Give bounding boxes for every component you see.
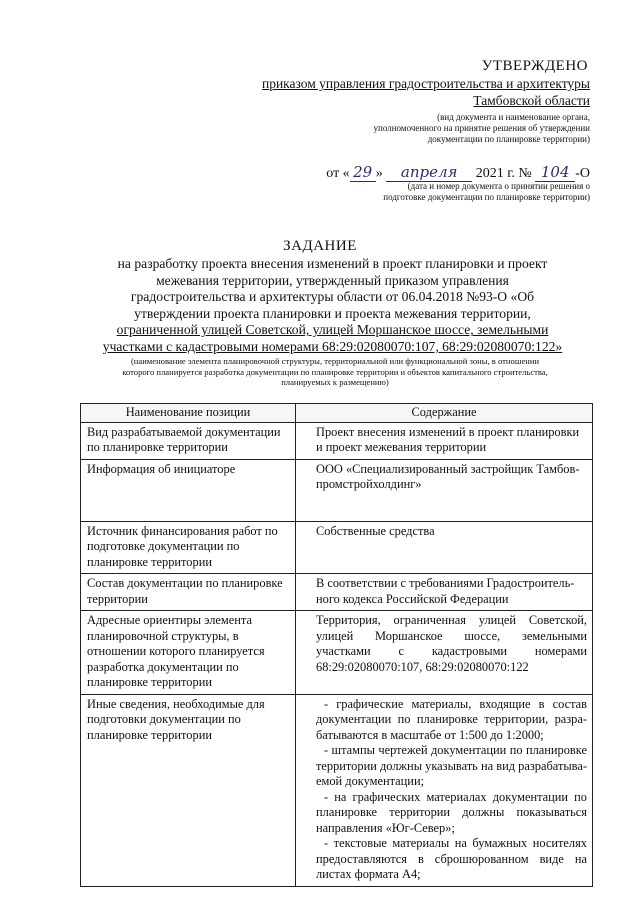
task-line: утверждении проекта планировки и проекта межевания территории, bbox=[134, 305, 531, 321]
header-content: Содержание bbox=[296, 404, 593, 423]
task-line: градостроительства и архитектуры области от 06.04.2018 №93-О «Об bbox=[130, 289, 535, 305]
list-item: - штампы чертежей документации по планировке территории должны указывать на вид разрабатыва-емой документации; bbox=[316, 743, 587, 788]
row-content-list bbox=[296, 694, 593, 886]
table-row bbox=[81, 574, 593, 611]
task-note-line: (наименование элемента планировочной структуры, территориальной или функциональной зоны, в отношении bbox=[130, 356, 540, 366]
task-note-line: планируемых к размещению) bbox=[281, 377, 389, 387]
date-month-handwritten: апреля bbox=[386, 163, 472, 182]
date-day-handwritten: 29 bbox=[350, 163, 376, 182]
row-name: Иные сведения, необходимые для подготовки документации по планировке территории bbox=[81, 694, 296, 886]
list-item: - на графических материалах документации по планировке территории должны показываться направления «Юг-Север»; bbox=[316, 789, 587, 835]
row-content: Собственные средства bbox=[296, 521, 593, 574]
date-note-line: подготовке документации по планировке территории) bbox=[383, 192, 590, 202]
row-name: Вид разрабатываемой документации по планировке территории bbox=[81, 422, 296, 459]
list-item: - текстовые материалы на бумажных носителях предоставляются в сброшюрованном виде на листах формата А4; bbox=[316, 836, 587, 881]
date-year: 2021 г. № bbox=[475, 166, 532, 181]
decree-number-handwritten: 104 bbox=[535, 163, 575, 182]
date-prefix: от « bbox=[326, 166, 350, 181]
date-mid: » bbox=[375, 166, 383, 181]
row-name: Состав документации по планировке территории bbox=[81, 574, 296, 611]
approval-note-line: документации по планировке территории) bbox=[427, 134, 590, 144]
task-line: на разработку проекта внесения изменений в проект планировки и проект bbox=[117, 256, 548, 271]
approval-note bbox=[170, 112, 590, 145]
specification-table bbox=[80, 403, 593, 887]
table-row bbox=[81, 422, 593, 459]
row-content: ООО «Специализированный застройщик Тамбов-промстройхолдинг» bbox=[296, 459, 593, 521]
row-name: Информация об инициаторе bbox=[81, 459, 296, 521]
task-title: ЗАДАНИЕ bbox=[283, 238, 357, 254]
list-item: - графические материалы, входящие в состав документации по планировке территории, разра-батываются в масштабе от 1:500 до 1:2000; bbox=[316, 696, 587, 742]
header-position-name: Наименование позиции bbox=[81, 404, 296, 423]
approval-region-line: Тамбовской области bbox=[473, 93, 590, 108]
table-row bbox=[81, 694, 593, 886]
approval-note-line: (вид документа и наименование органа, bbox=[437, 112, 590, 122]
table-row bbox=[81, 521, 593, 574]
task-note-line: которого планируется разработка документации по планировке территории и объектов капитального строительства, bbox=[122, 366, 548, 377]
decree-date-row bbox=[326, 163, 590, 182]
task-line-underlined: ограниченной улицей Советской, улицей Моршанское шоссе, земельными bbox=[116, 322, 549, 338]
approval-block bbox=[170, 58, 590, 145]
task-description bbox=[80, 256, 585, 356]
task-line-underlined: участками с кадастровыми номерами 68:29:02080070:107, 68:29:02080070:122» bbox=[102, 338, 563, 354]
row-name: Адресные ориентиры элемента планировочной структуры, в отношении которого планируется разработка документации по планировке территории bbox=[81, 611, 296, 695]
row-content: Проект внесения изменений в проект планировки и проект межевания территории bbox=[296, 422, 593, 459]
approval-title: УТВЕРЖДЕНО bbox=[481, 58, 588, 74]
row-content: В соответствии с требованиями Градостроитель-ного кодекса Российской Федерации bbox=[296, 574, 593, 611]
task-line: межевания территории, утвержденный приказом управления bbox=[156, 272, 509, 288]
table-row bbox=[81, 611, 593, 695]
table-row bbox=[81, 459, 593, 521]
date-note bbox=[290, 181, 590, 203]
date-note-line: (дата и номер документа о принятии решения о bbox=[407, 181, 590, 191]
date-suffix: -О bbox=[575, 166, 590, 181]
row-name: Источник финансирования работ по подготовке документации по планировке территории bbox=[81, 521, 296, 574]
task-note bbox=[100, 356, 570, 388]
table-header-row bbox=[81, 404, 593, 423]
approval-authority-line: приказом управления градостроительства и архитектуры bbox=[261, 76, 590, 91]
row-content: Территория, ограниченная улицей Советской, улицей Моршанское шоссе, земельными участками с кадастровыми номерами 68:29:02080070:107, 68:29:02080070:122 bbox=[296, 611, 593, 695]
approval-note-line: уполномоченного на принятие решения об утверждении bbox=[373, 123, 590, 133]
